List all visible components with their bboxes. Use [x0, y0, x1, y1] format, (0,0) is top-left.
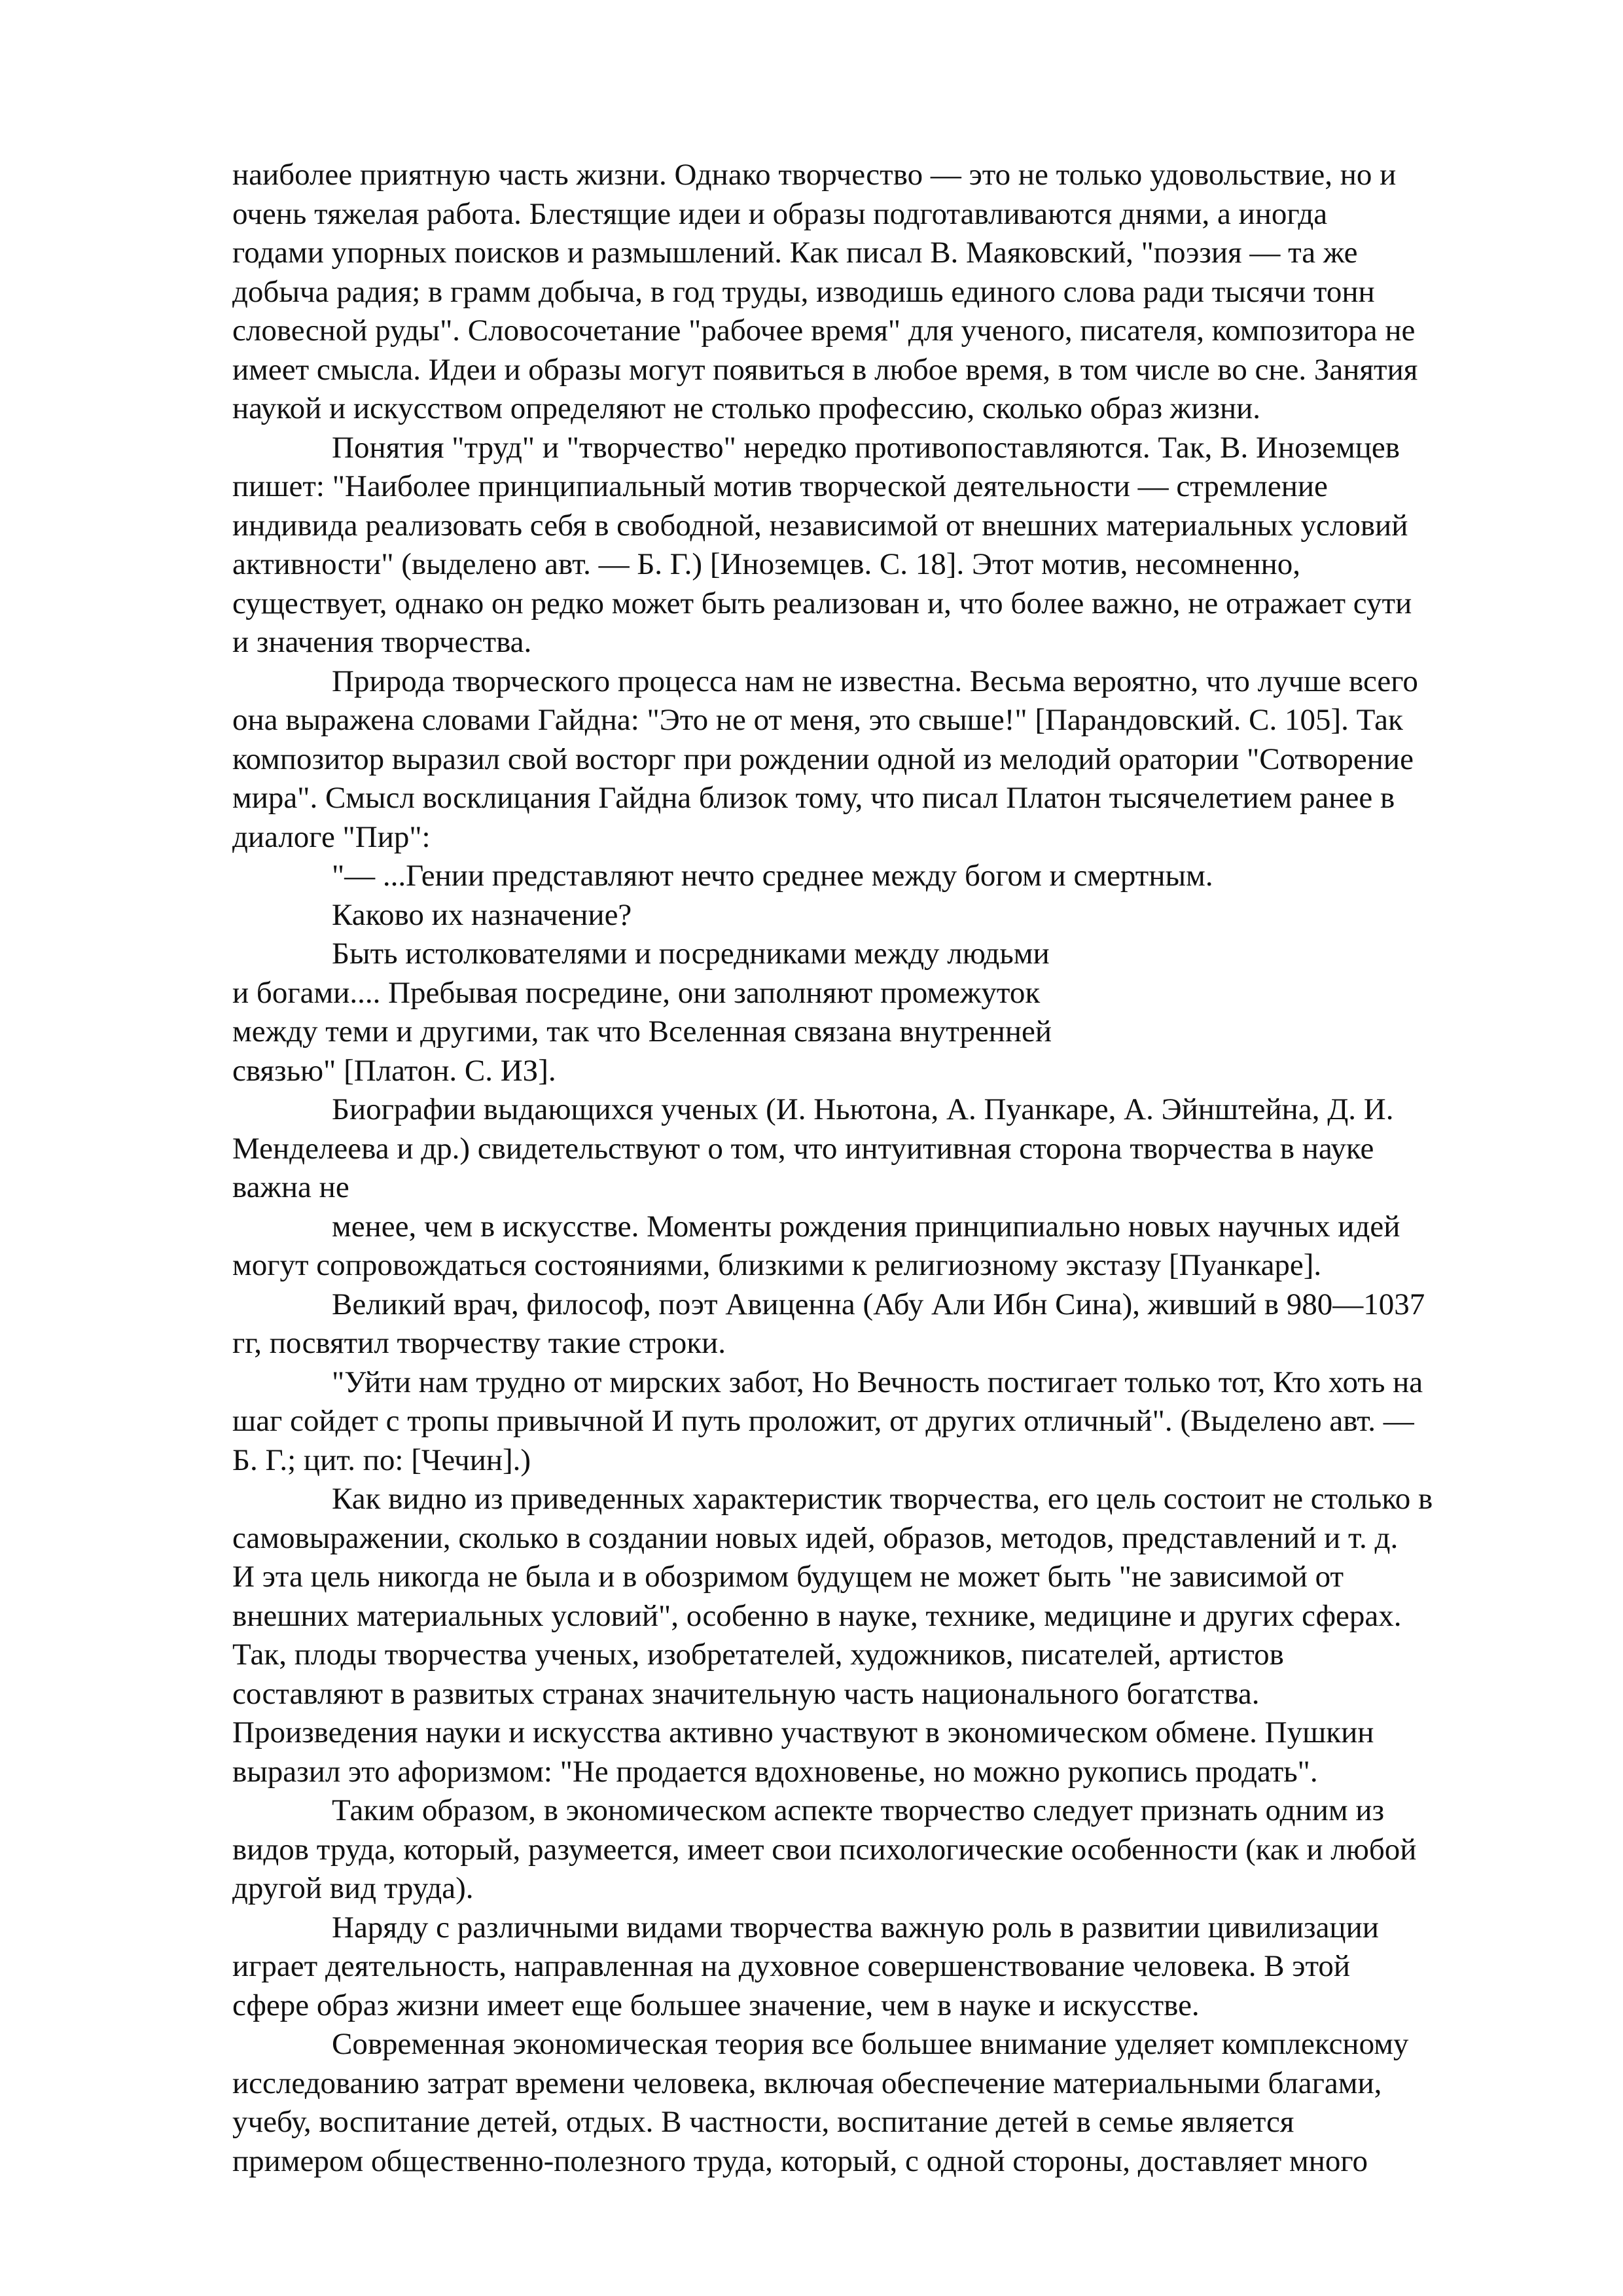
paragraph-5: менее, чем в искусстве. Моменты рождения принципиально новых научных идей могут сопровождаться состояниями, близкими к религиозному экстазу [Пуанкаре]. — [232, 1209, 1400, 1282]
paragraph-3: Природа творческого процесса нам не известна. Весьма вероятно, что лучше всего она выражена словами Гайдна: "Это не от меня, это свыше!" [Парандовский. С. 105]. Так композитор выразил свой восторг при рождении одной из мелодий оратории "Сотворение мира". Смысл восклицания Гайдна близок тому, что писал Платон тысячелетием ранее в диалоге "Пир": — [232, 664, 1418, 854]
quote-line-1: "— ...Гении представляют нечто среднее между богом и смертным. — [332, 859, 1213, 893]
paragraph-9: Таким образом, в экономическом аспекте творчество следует признать одним из видов труда, который, разумеется, имеет свои психологические особенности (как и любой другой вид труда). — [232, 1793, 1417, 1905]
paragraph-8: Как видно из приведенных характеристик творчества, его цель состоит не столько в самовыражении, сколько в создании новых идей, образов, методов, представлений и т. д. И эта цель никогда не была и в обозримом будущем не может быть "не зависимой от внешних материальных условий", особенно в науке, технике, медицине и других сферах. Так, плоды творчества ученых, изобретателей, художников, писателей, артистов составляют в развитых странах значительную часть национального богатства. Произведения науки и искусства активно участвуют в экономическом обмене. Пушкин выразил это афоризмом: "Не продается вдохновенье, но можно рукопись продать". — [232, 1482, 1433, 1789]
quote-line-2: Каково их назначение? — [332, 897, 632, 932]
paragraph-4: Биографии выдающихся ученых (И. Ньютона, А. Пуанкаре, А. Эйнштейна, Д. И. Менделеева и др.) свидетельствуют о том, что интуитивная сторона творчества в науке важна не — [232, 1092, 1394, 1204]
paragraph-7: "Уйти нам трудно от мирских забот, Но Вечность постигает только тот, Кто хоть на шаг сойдет с тропы привычной И путь проложит, от других отличный". (Выделено авт. — Б. Г.; цит. по: [Чечин].) — [232, 1365, 1423, 1477]
paragraph-1: наиболее приятную часть жизни. Однако творчество — это не только удовольствие, но и очень тяжелая работа. Блестящие идеи и образы подготавливаются днями, а иногда годами упорных поисков и размышлений. Как писал В. Маяковский, "поэзия — та же добыча радия; в грамм добыча, в год труды, изводишь единого слова ради тысячи тонн словесной руды". Словосочетание "рабочее время" для ученого, писателя, композитора не имеет смысла. Идеи и образы могут появиться в любое время, в том числе во сне. Занятия наукой и искусством определяют не столько профессию, сколько образ жизни. — [232, 158, 1418, 425]
paragraph-10: Наряду с различными видами творчества важную роль в развитии цивилизации играет деятельность, направленная на духовное совершенствование человека. В этой сфере образ жизни имеет еще большее значение, чем в науке и искусстве. — [232, 1910, 1379, 2022]
quote-block: Быть истолкователями и посредниками между людьми и богами.... Пребывая посредине, они заполняют промежуток между теми и другими, так что Вселенная связана внутренней связью" [Платон. С. ИЗ]. — [232, 937, 1052, 1088]
paragraph-11: Современная экономическая теория все большее внимание уделяет комплексному исследованию затрат времени человека, включая обеспечение материальными благами, учебу, воспитание детей, отдых. В частности, воспитание детей в семье является примером общественно-полезного труда, который, с одной стороны, доставляет много — [232, 2027, 1409, 2178]
document-page — [232, 156, 1476, 2181]
paragraph-6: Великий врач, философ, поэт Авиценна (Абу Али Ибн Сина), живший в 980—1037 гг, посвятил творчеству такие строки. — [232, 1287, 1425, 1360]
paragraph-2: Понятия "труд" и "творчество" нередко противопоставляются. Так, В. Иноземцев пишет: "Наиболее принципиальный мотив творческой деятельности — стремление индивида реализовать себя в свободной, независимой от внешних материальных условий активности" (выделено авт. — Б. Г.) [Иноземцев. С. 18]. Этот мотив, несомненно, существует, однако он редко может быть реализован и, что более важно, не отражает сути и значения творчества. — [232, 430, 1412, 659]
